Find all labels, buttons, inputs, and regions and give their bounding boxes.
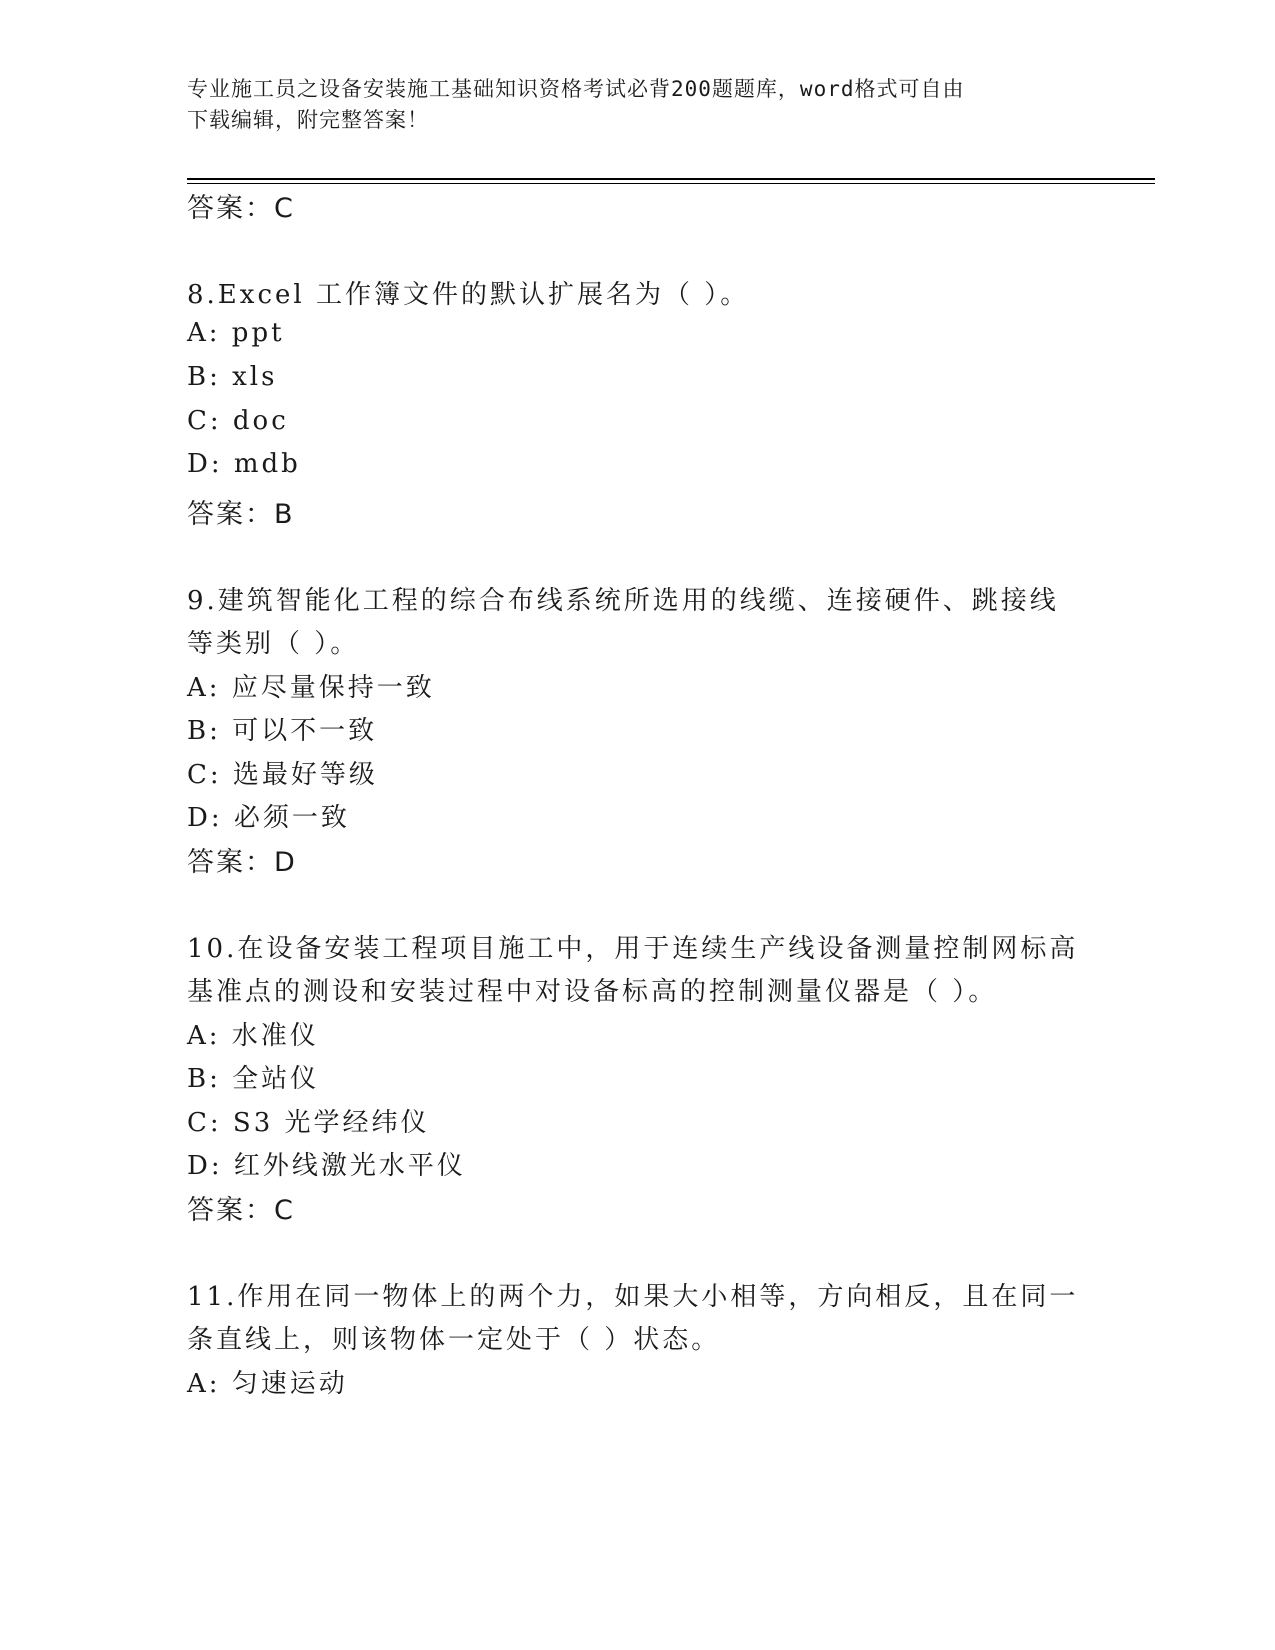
- question-9-option-c: C: 选最好等级: [187, 760, 378, 790]
- question-8-option-a: A: ppt: [187, 318, 285, 348]
- question-10-option-a: A: 水准仪: [187, 1021, 319, 1051]
- header-divider-thin: [187, 183, 1155, 184]
- header-line-1: 专业施工员之设备安装施工基础知识资格考试必背200题题库，word格式可自由: [187, 77, 965, 101]
- question-8-option-c: C: doc: [187, 406, 289, 436]
- question-8-option-b: B: xls: [187, 362, 278, 392]
- question-10-stem-line-2: 基准点的测设和安装过程中对设备标高的控制测量仪器是（ ）。: [187, 977, 998, 1007]
- question-11-option-a: A: 匀速运动: [187, 1369, 348, 1399]
- answer-q10: 答案：C: [187, 1195, 295, 1226]
- question-10-option-c: C: S3 光学经纬仪: [187, 1108, 430, 1138]
- question-11-stem-line-2: 条直线上，则该物体一定处于（ ）状态。: [187, 1325, 721, 1355]
- header-divider-thick: [187, 178, 1155, 180]
- answer-q8: 答案：B: [187, 499, 295, 530]
- question-9-option-b: B: 可以不一致: [187, 716, 378, 746]
- question-9-stem-line-1: 9.建筑智能化工程的综合布线系统所选用的线缆、连接硬件、跳接线: [187, 586, 1059, 616]
- question-9-stem-line-2: 等类别（ ）。: [187, 629, 360, 659]
- question-10-option-b: B: 全站仪: [187, 1064, 320, 1094]
- question-9-option-d: D: 必须一致: [187, 803, 350, 833]
- question-9-option-a: A: 应尽量保持一致: [187, 673, 435, 703]
- document-header: [187, 74, 1067, 136]
- question-10-option-d: D: 红外线激光水平仪: [187, 1151, 466, 1181]
- question-10-stem-line-1: 10.在设备安装工程项目施工中，用于连续生产线设备测量控制网标高: [187, 934, 1079, 964]
- answer-q9: 答案：D: [187, 847, 297, 878]
- header-line-2: 下载编辑，附完整答案！: [187, 108, 429, 132]
- question-8-stem: 8.Excel 工作簿文件的默认扩展名为（ ）。: [187, 280, 750, 310]
- question-8-option-d: D: mdb: [187, 449, 301, 479]
- answer-q7: 答案：C: [187, 193, 295, 224]
- question-11-stem-line-1: 11.作用在同一物体上的两个力，如果大小相等，方向相反，且在同一: [187, 1282, 1079, 1312]
